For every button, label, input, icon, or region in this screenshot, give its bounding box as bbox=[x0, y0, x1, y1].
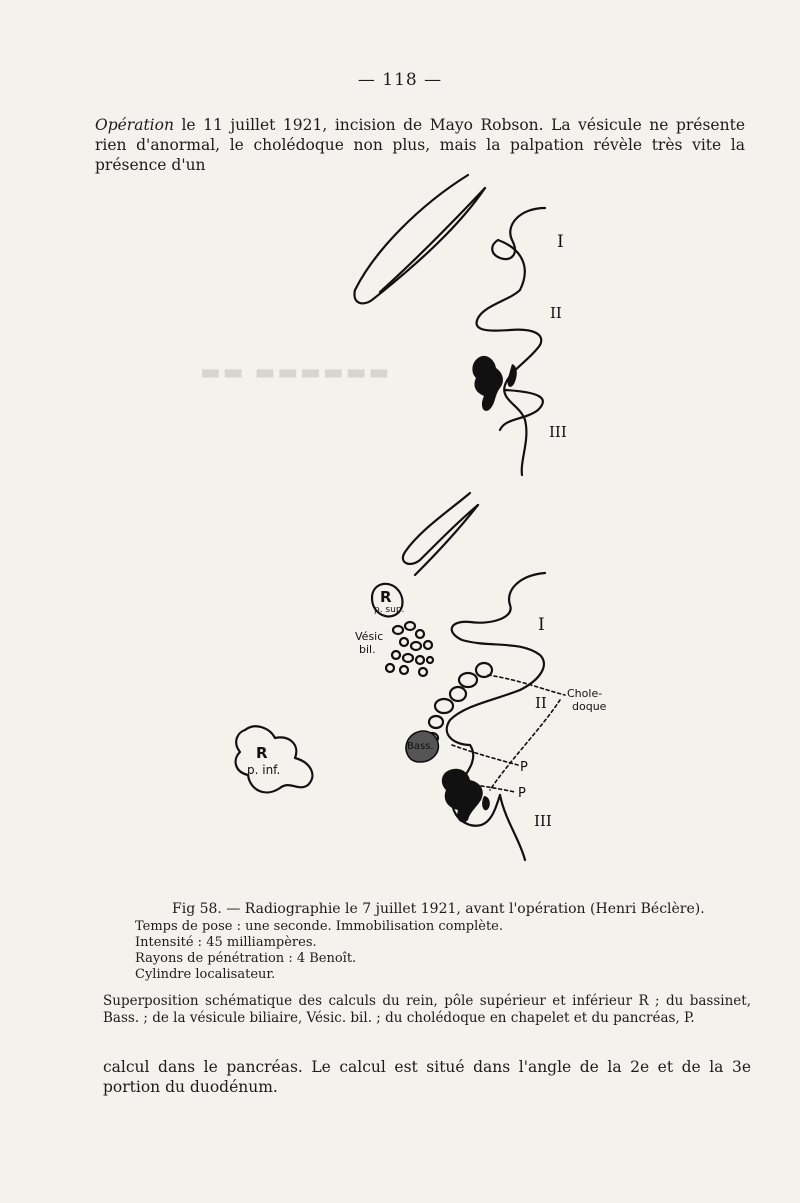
label-p-upper: P bbox=[520, 760, 528, 775]
pancreas-calculus bbox=[442, 769, 483, 823]
label-r-inf: R bbox=[256, 744, 268, 762]
top-gallbladder-outline bbox=[354, 175, 485, 303]
gallstone bbox=[400, 666, 408, 674]
intro-lead: Opération bbox=[95, 116, 174, 134]
detail-line: Temps de pose : une seconde. Immobilisation complète. bbox=[135, 919, 504, 934]
detail-line: Cylindre localisateur. bbox=[135, 967, 276, 982]
pancreas-dashed-line bbox=[452, 745, 518, 765]
label-p-inf: p. inf. bbox=[247, 763, 281, 777]
figure-legend: Superposition schématique des calculs du rein, pôle supérieur et inférieur R ; du bassinet, Bass. ; de la vésicule biliaire, Vésic. bil. ; du cholédoque en chapelet et du pancréas, P. bbox=[103, 993, 751, 1026]
bottom-label-ii: II bbox=[535, 694, 547, 712]
gallstone bbox=[416, 630, 424, 638]
label-r-sup: R bbox=[380, 588, 392, 606]
top-label-ii: II bbox=[550, 304, 562, 322]
top-calculus bbox=[472, 356, 503, 411]
detail-line: Rayons de pénétration : 4 Benoît. bbox=[135, 951, 357, 966]
top-gallbladder-inner bbox=[380, 188, 485, 292]
gallstone bbox=[393, 626, 403, 634]
detail-line: Intensité : 45 milliampères. bbox=[135, 935, 317, 950]
pancreas-calculus-small bbox=[482, 796, 490, 810]
choledochal-stone bbox=[435, 699, 453, 713]
top-duodenum-wall bbox=[477, 240, 542, 345]
gallstone bbox=[427, 657, 433, 663]
caption-details bbox=[135, 919, 503, 983]
label-bass: Bass. bbox=[407, 741, 434, 752]
top-duodenum bbox=[492, 208, 545, 259]
choledochal-stone bbox=[459, 673, 477, 687]
label-bil: bil. bbox=[359, 643, 376, 656]
figure-caption: Fig 58. — Radiographie le 7 juillet 1921, avant l'opération (Henri Béclère). bbox=[172, 901, 705, 917]
bottom-duodenum-right bbox=[500, 795, 525, 860]
label-doque: doque bbox=[572, 700, 607, 713]
gallstone bbox=[392, 651, 400, 659]
gallstone bbox=[416, 656, 424, 664]
intro-text: le 11 juillet 1921, incision de Mayo Robson. La vésicule ne présente rien d'anormal, le cholédoque non plus, mais la palpation révèle très vite la présence d'un bbox=[95, 116, 745, 174]
top-label-i: I bbox=[557, 232, 564, 252]
gallstone bbox=[419, 668, 427, 676]
gallstone bbox=[424, 641, 432, 649]
bleed-through-heading: ▬▬ ▬▬▬▬▬▬ bbox=[200, 360, 392, 385]
choledochal-stone bbox=[450, 687, 466, 701]
top-label-iii: III bbox=[549, 423, 567, 441]
gallstone bbox=[403, 654, 413, 662]
gallstone bbox=[405, 622, 415, 630]
gallstone bbox=[386, 664, 394, 672]
outro-paragraph: calcul dans le pancréas. Le calcul est situé dans l'angle de la 2e et de la 3e portion du duodénum. bbox=[103, 1058, 751, 1096]
choledoque-dashed-line bbox=[490, 700, 560, 790]
label-chole: Chole- bbox=[567, 687, 603, 700]
top-duodenum-lower bbox=[504, 345, 540, 475]
bottom-label-iii: III bbox=[534, 812, 552, 830]
top-calculus-small bbox=[507, 364, 516, 387]
bottom-label-i: I bbox=[538, 615, 545, 635]
label-p-sup: p. sup. bbox=[374, 605, 405, 615]
kidney-stone-lower bbox=[236, 726, 313, 792]
bottom-gallbladder-outline bbox=[403, 493, 478, 564]
bottom-gallbladder-inner bbox=[415, 505, 478, 575]
label-p-lower: P bbox=[518, 786, 526, 801]
choledochal-stone bbox=[429, 716, 443, 728]
page-number: — 118 — bbox=[357, 70, 443, 90]
choledoque-dashed-line bbox=[488, 675, 565, 695]
label-vesic: Vésic bbox=[355, 630, 384, 643]
gallstone bbox=[400, 638, 408, 646]
gallstone bbox=[411, 642, 421, 650]
